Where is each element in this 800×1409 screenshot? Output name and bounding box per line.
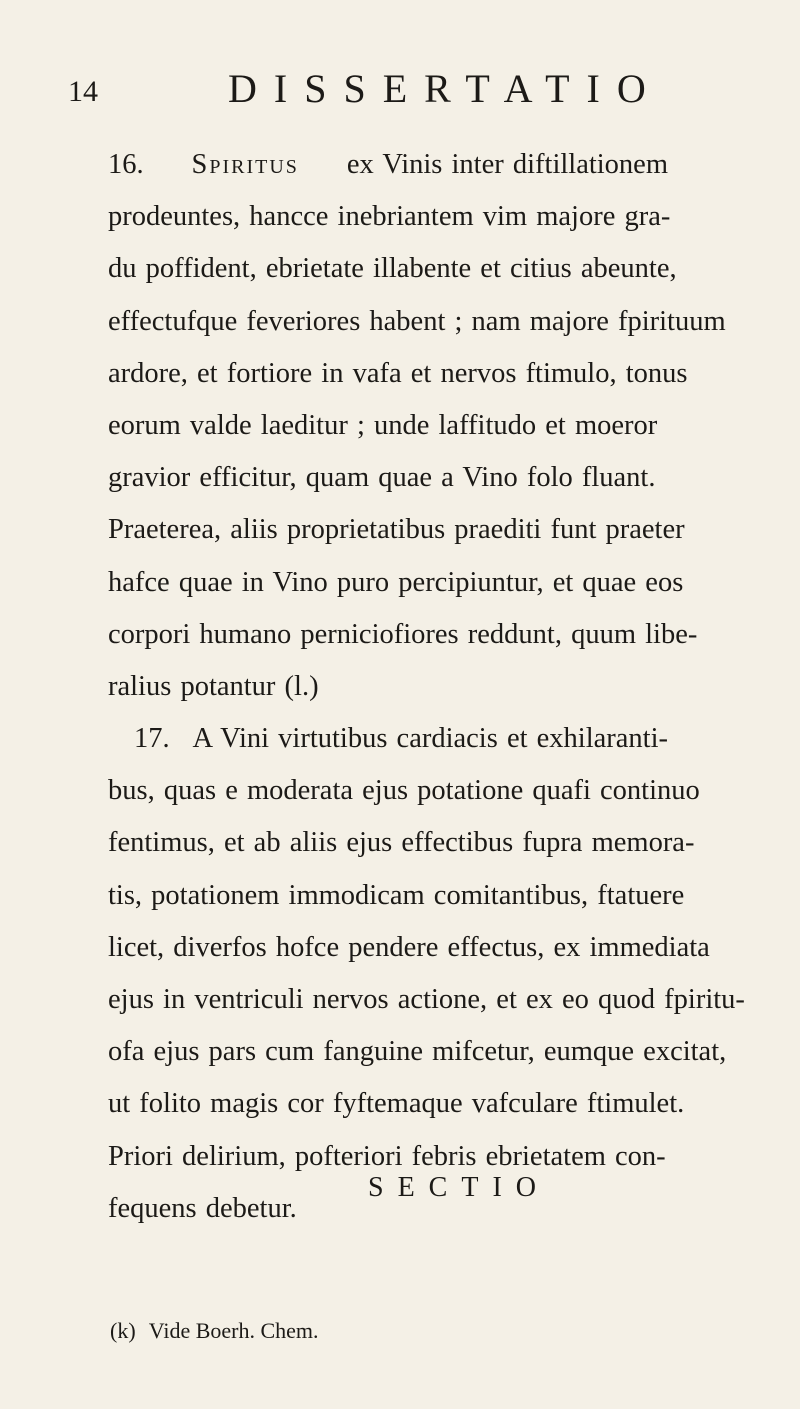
line-text: licet, diverfos hofce pendere effectus, ex immediata bbox=[108, 931, 710, 963]
line-text: corpori humano perniciofiores reddunt, quum libe- bbox=[108, 618, 698, 650]
line-text: A Vini virtutibus cardiacis et exhilaranti- bbox=[192, 723, 668, 755]
line-text: du poffident, ebrietate illabente et citius abeunte, bbox=[108, 253, 677, 285]
text-line-8 bbox=[108, 504, 685, 556]
text-line-1 bbox=[108, 139, 668, 191]
line-text: gravior efficitur, quam quae a Vino folo fluant. bbox=[108, 462, 656, 494]
body-text bbox=[108, 139, 745, 1235]
text-line-16 bbox=[108, 922, 710, 974]
text-line-17 bbox=[108, 974, 745, 1026]
text-line-2 bbox=[108, 191, 671, 243]
text-line-12 bbox=[108, 713, 668, 765]
line-text: ofa ejus pars cum fanguine mifcetur, eumque excitat, bbox=[108, 1036, 727, 1068]
footnote-text: Vide Boerh. Chem. bbox=[148, 1318, 319, 1343]
text-line-11 bbox=[108, 661, 668, 713]
line-text: fentimus, et ab aliis ejus effectibus fupra memora- bbox=[108, 827, 695, 859]
text-line-14 bbox=[108, 817, 695, 869]
text-line-15 bbox=[108, 870, 685, 922]
line-text: tis, potationem immodicam comitantibus, ftatuere bbox=[108, 879, 685, 911]
text-line-3 bbox=[108, 243, 677, 295]
line-text: eorum valde laeditur ; unde laffitudo et moeror bbox=[108, 409, 658, 441]
line-text: fequens debetur. bbox=[108, 1192, 297, 1224]
line-text: bus, quas e moderata ejus potatione quafi continuo bbox=[108, 775, 700, 807]
running-title: DISSERTATIO bbox=[228, 66, 663, 111]
text-line-18 bbox=[108, 1026, 727, 1078]
footnote-mark: (k) bbox=[110, 1318, 136, 1343]
text-line-4 bbox=[108, 296, 726, 348]
line-text: Praeterea, aliis proprietatibus praediti funt praeter bbox=[108, 514, 685, 546]
text-line-9 bbox=[108, 557, 684, 609]
section-number: 17. bbox=[134, 723, 170, 755]
section-lead-word: Spiritus bbox=[191, 149, 299, 180]
line-text: hafce quae in Vino puro percipiuntur, et quae eos bbox=[108, 566, 684, 598]
text-line-5 bbox=[108, 348, 688, 400]
line-text: ex Vinis inter diftillationem bbox=[346, 149, 668, 180]
text-line-7 bbox=[108, 452, 668, 504]
text-line-13 bbox=[108, 765, 700, 817]
line-text: ut folito magis cor fyftemaque vafculare ftimulet. bbox=[108, 1088, 685, 1120]
line-text: prodeuntes, hancce inebriantem vim majore gra- bbox=[108, 201, 671, 233]
text-line-10 bbox=[108, 609, 698, 661]
footnote bbox=[110, 1316, 319, 1346]
page-header bbox=[68, 66, 668, 116]
section-number: 16. bbox=[108, 149, 144, 180]
line-text: effectufque feveriores habent ; nam majore fpirituum bbox=[108, 305, 726, 337]
line-text: ardore, et fortiore in vafa et nervos ftimulo, tonus bbox=[108, 357, 688, 389]
text-line-6 bbox=[108, 400, 668, 452]
text-line-19 bbox=[108, 1078, 685, 1130]
line-text: ralius potantur (l.) bbox=[108, 670, 319, 702]
catchword: SECTIO bbox=[368, 1172, 550, 1203]
page-number: 14 bbox=[68, 75, 98, 108]
line-text: Priori delirium, pofteriori febris ebrietatem con- bbox=[108, 1140, 666, 1172]
line-text: ejus in ventriculi nervos actione, et ex eo quod fpiritu- bbox=[108, 984, 745, 1015]
